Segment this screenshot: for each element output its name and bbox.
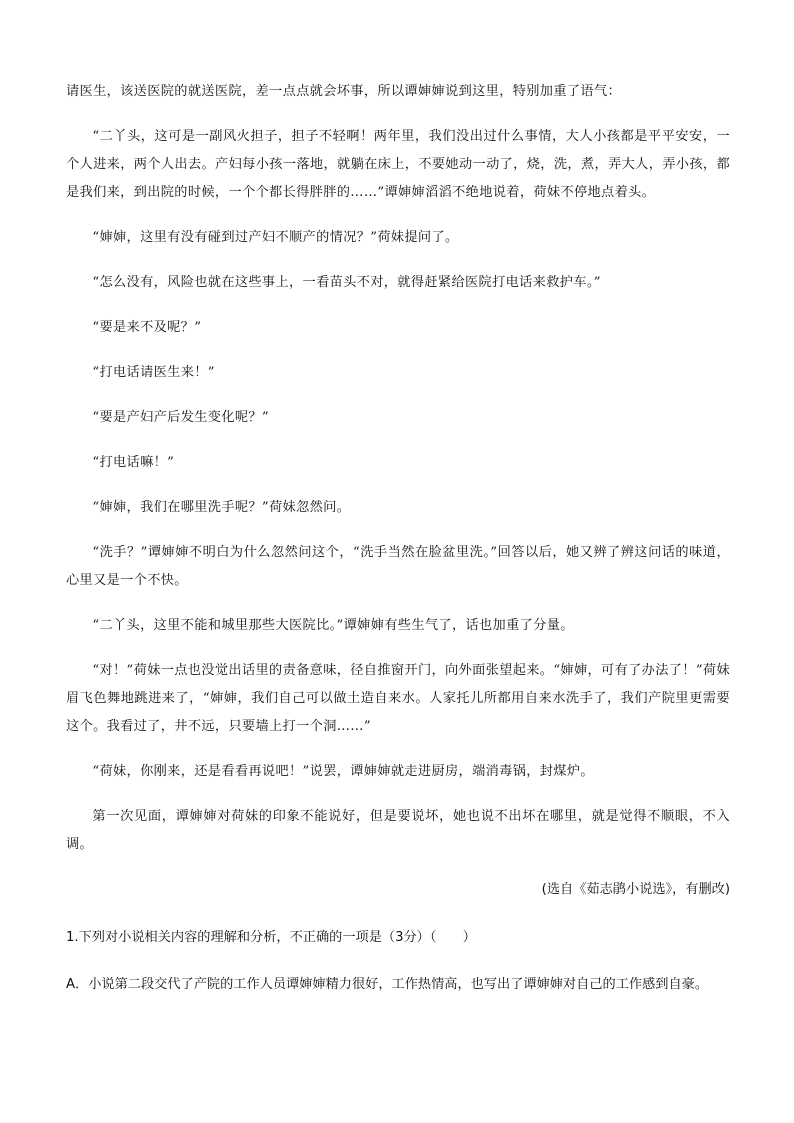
paragraph-4: “怎么没有，风险也就在这些事上，一看苗头不对，就得赶紧给医院打电话来救护车。”: [92, 275, 601, 290]
paragraph-5: “要是来不及呢？”: [92, 320, 202, 335]
paragraph-7: “要是产妇产后发生变化呢？”: [92, 410, 270, 425]
question-stem: 1.下列对小说相关内容的理解和分析，不正确的一项是（3分）（ ）: [66, 930, 476, 945]
paragraph-6: “打电话请医生来！”: [92, 365, 215, 380]
document-page: [66, 78, 730, 1001]
paragraph-2: “二丫头，这可是一副风火担子，担子不轻啊！两年里，我们没出过什么事情，大人小孩都是平平安安，一个人进来，两个人出去。产妇每小孩一落地，就躺在床上，不要她动一动了，烧，洗，煮，弄大人，弄小孩，都是我们来，到出院的时候，一个个都长得胖胖的……”谭婶婶滔滔不绝地说着，荷妹不停地点着头。: [66, 129, 730, 200]
paragraph-1: 请医生，该送医院的就送医院，差一点点就会坏事，所以谭婶婶说到这里，特别加重了语气：: [66, 84, 622, 99]
paragraph-3: “婶婶，这里有没有碰到过产妇不顺产的情况？”荷妹提问了。: [92, 230, 459, 245]
source-citation: (选自《茹志鹃小说选》，有删改): [541, 882, 730, 897]
paragraph-10: “洗手？”谭婶婶不明白为什么忽然问这个，“洗手当然在脸盆里洗。”回答以后，她又辨了辨这问话的味道，心里又是一个不快。: [66, 545, 730, 588]
paragraph-8: “打电话嘛！”: [92, 455, 175, 470]
paragraph-14: 第一次见面，谭婶婶对荷妹的印象不能说好，但是要说坏，她也说不出坏在哪里，就是觉得不顺眼，不入调。: [66, 809, 730, 852]
paragraph-12: “对！”荷妹一点也没觉出话里的责备意味，径自推窗开门，向外面张望起来。“婶婶，可有了办法了！”荷妹眉飞色舞地跳进来了，“婶婶，我们自己可以做土造自来水。人家托儿所都用自来水洗手了，我们产院里更需要这个。我看过了，井不远，只要墙上打一个洞……”: [66, 663, 730, 734]
paragraph-11: “二丫头，这里不能和城里那些大医院比。”谭婶婶有些生气了，话也加重了分量。: [92, 618, 574, 633]
paragraph-9: “婶婶，我们在哪里洗手呢？”荷妹忽然问。: [92, 500, 351, 515]
paragraph-13: “荷妹，你刚来，还是看看再说吧！”说罢，谭婶婶就走进厨房，端消毒锅，封煤炉。: [92, 764, 594, 779]
question-option-a: A．小说第二段交代了产院的工作人员谭婶婶精力很好，工作热情高，也写出了谭婶婶对自己的工作感到自豪。: [66, 977, 709, 992]
